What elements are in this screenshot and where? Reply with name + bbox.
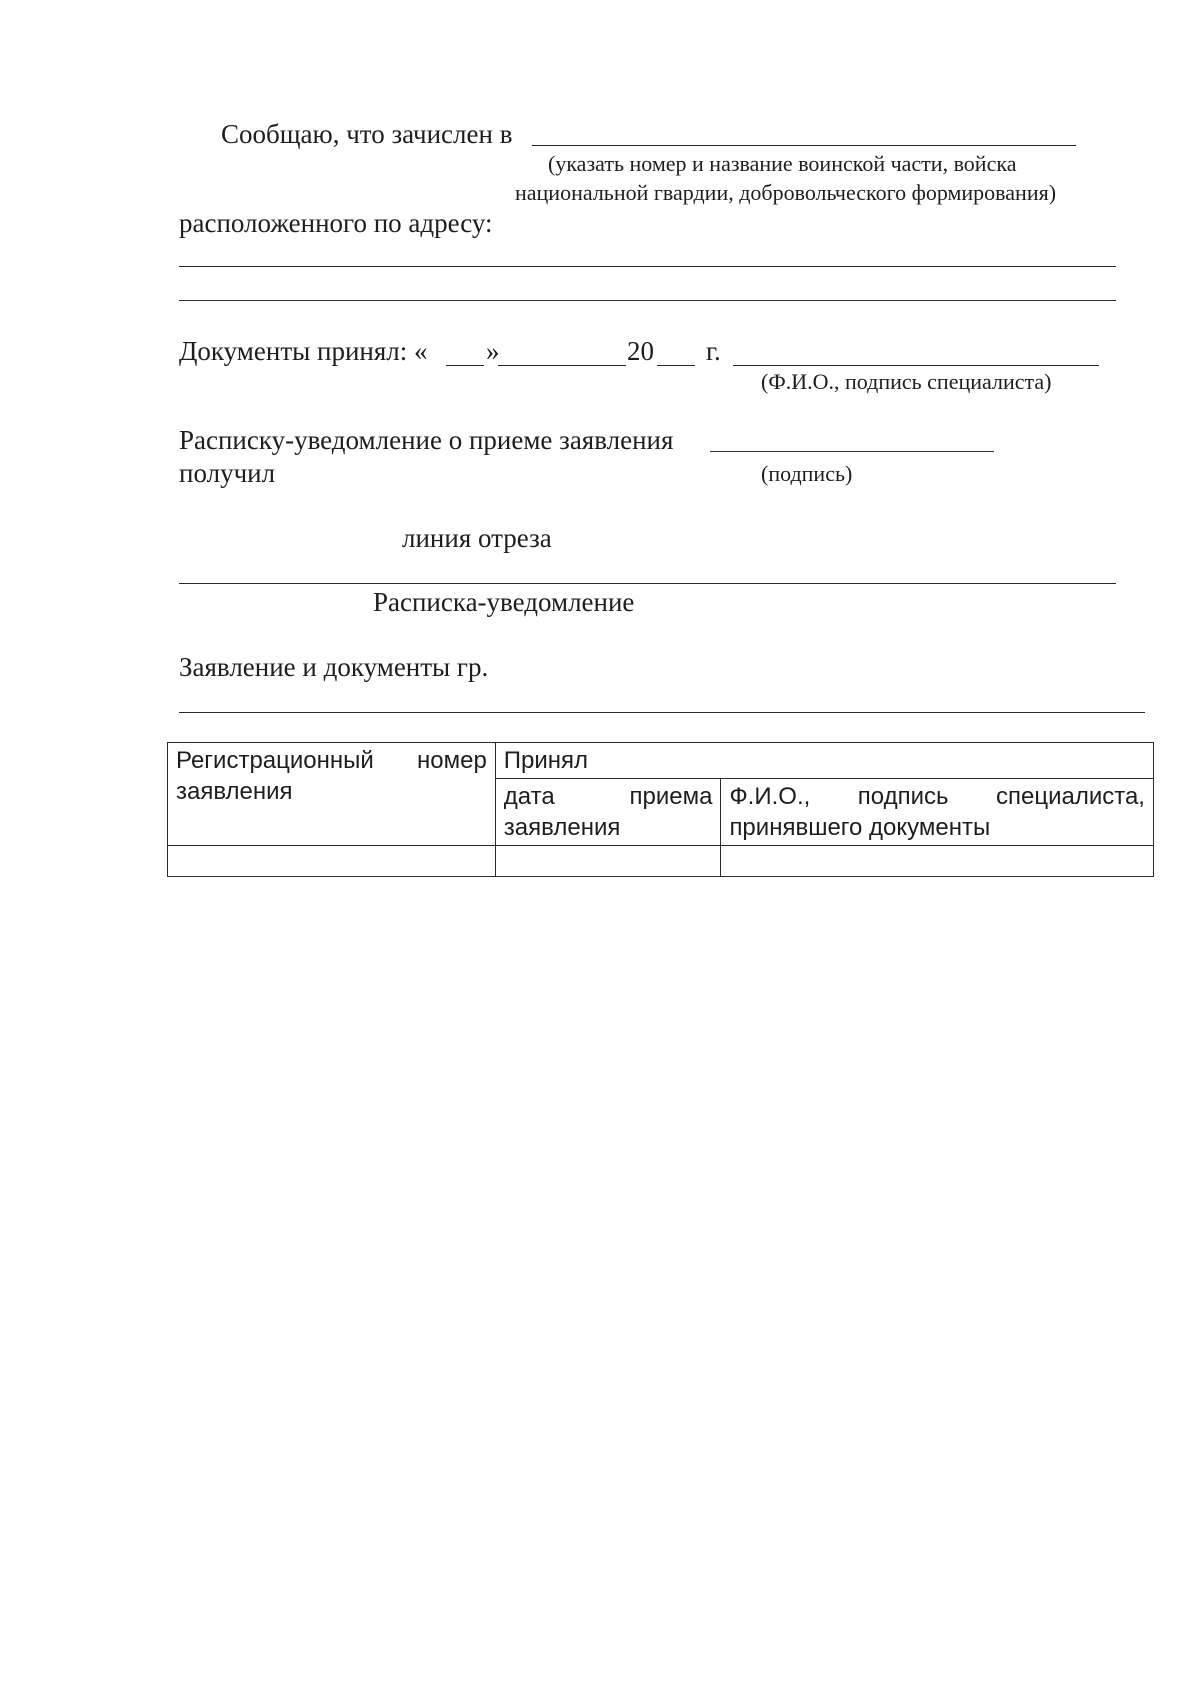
statement-label: Заявление и документы гр.: [179, 652, 489, 682]
reg-number-header: [168, 743, 496, 846]
registration-table: [167, 742, 1154, 877]
address-field-line-2[interactable]: [179, 300, 1116, 301]
month-field-line[interactable]: [498, 365, 626, 366]
reg-number-line2: заявления: [176, 778, 293, 805]
reg-number-word1: Регистрационный: [176, 747, 374, 774]
table-row: [168, 846, 1154, 877]
reg-number-cell[interactable]: [168, 846, 496, 877]
date-word1: дата: [503, 783, 555, 810]
receipt-signature-hint: (подпись): [761, 461, 853, 486]
cut-line: [179, 583, 1116, 584]
specialist-word3: специалиста,: [995, 783, 1145, 810]
specialist-word2: подпись: [857, 783, 949, 810]
applicant-name-line[interactable]: [179, 712, 1145, 713]
year-prefix: 20: [627, 336, 654, 366]
unit-hint-line2: национальной гвардии, добровольческого формирования): [515, 180, 1057, 205]
cut-line-label: линия отреза: [402, 523, 552, 553]
date-line2: заявления: [503, 814, 621, 841]
reg-number-word2: номер: [417, 747, 487, 774]
specialist-cell[interactable]: [721, 846, 1154, 877]
receipt-received-line2: получил: [179, 458, 276, 488]
date-cell[interactable]: [495, 846, 721, 877]
address-field-line-1[interactable]: [179, 266, 1116, 267]
specialist-signature-hint: (Ф.И.О., подпись специалиста): [761, 369, 1052, 394]
year-suffix: г.: [706, 336, 721, 366]
enlisted-text: Сообщаю, что зачислен в: [221, 119, 513, 149]
quote-close: »: [486, 336, 500, 366]
receipt-received-line1: Расписку-уведомление о приеме заявления: [179, 425, 674, 455]
accepted-header: Принял: [495, 743, 1153, 779]
documents-accepted-label: Документы принял: «: [179, 336, 428, 366]
specialist-header: [721, 779, 1154, 846]
unit-hint-line1: (указать номер и название воинской части, войска: [548, 151, 1017, 176]
specialist-line2: принявшего документы: [729, 814, 991, 841]
day-field-line[interactable]: [446, 365, 484, 366]
date-word2: приема: [629, 783, 713, 810]
receipt-signature-line[interactable]: [710, 451, 994, 452]
date-header: [495, 779, 721, 846]
address-label: расположенного по адресу:: [179, 208, 493, 238]
receipt-title: Расписка-уведомление: [373, 587, 635, 617]
unit-name-field-line[interactable]: [532, 145, 1076, 146]
year-field-line[interactable]: [657, 365, 695, 366]
table-header-row: [168, 743, 1154, 779]
specialist-signature-line[interactable]: [733, 365, 1099, 366]
specialist-word1: Ф.И.О.,: [729, 783, 811, 810]
